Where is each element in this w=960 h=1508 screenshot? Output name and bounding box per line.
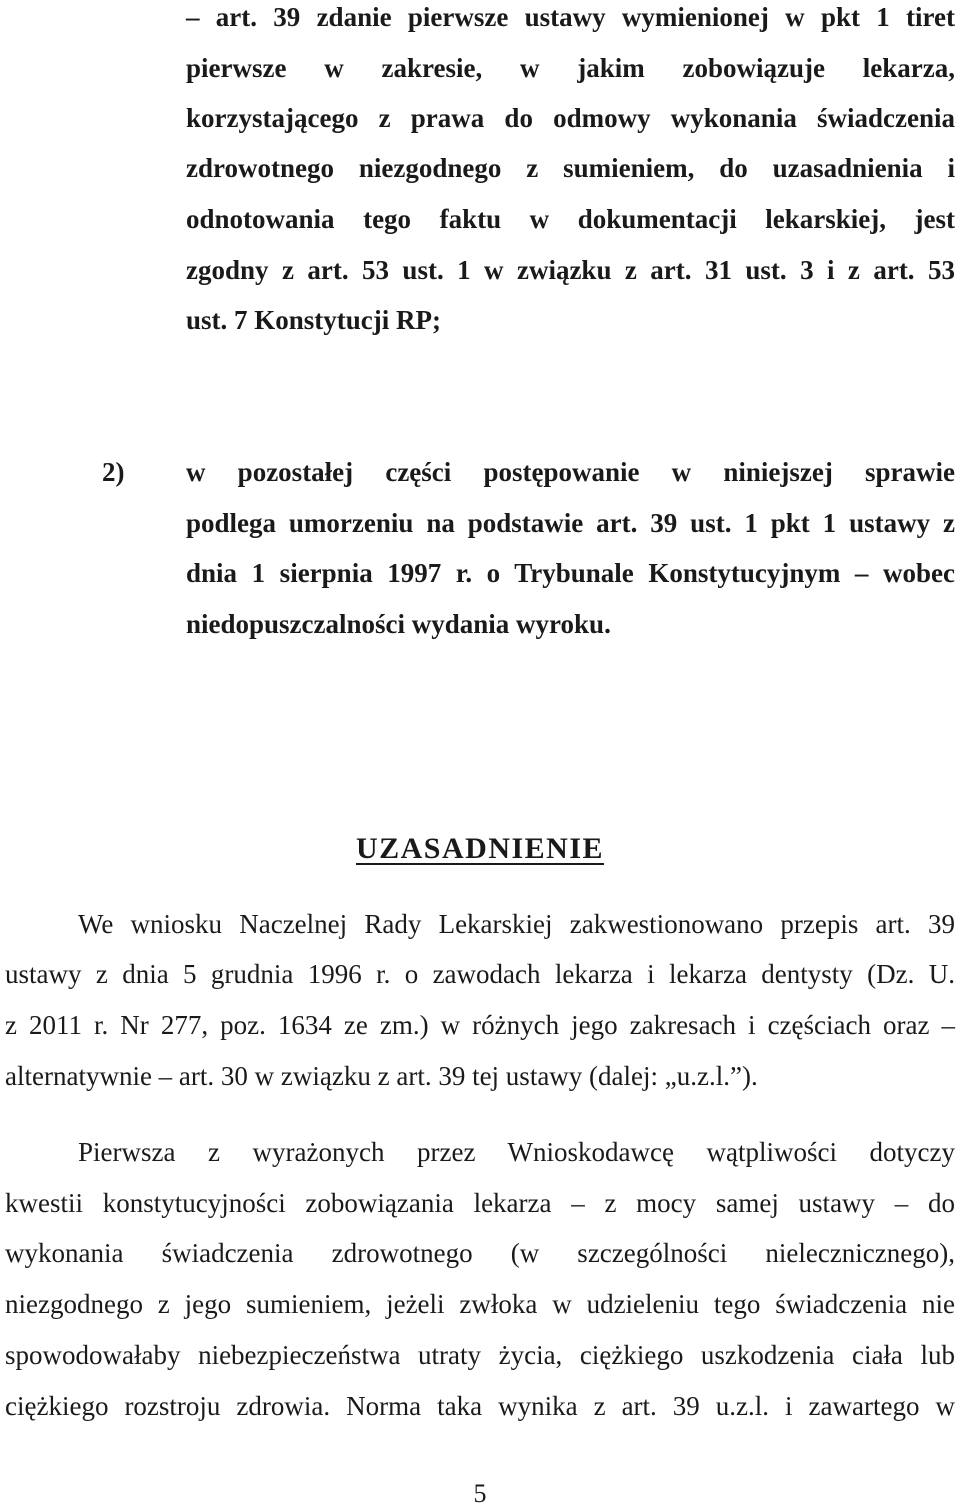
- text-line: w pozostałej części postępowanie w niniejszej sprawie: [186, 457, 955, 487]
- text-line: spowodowałaby niebezpieczeństwa utraty życia, ciężkiego uszkodzenia ciała lub: [5, 1340, 955, 1370]
- text-line: zgodny z art. 53 ust. 1 w związku z art. 31 ust. 3 i z art. 53: [186, 255, 955, 285]
- text-line: – art. 39 zdanie pierwsze ustawy wymienionej w pkt 1 tiret: [186, 2, 955, 32]
- text-line: z 2011 r. Nr 277, poz. 1634 ze zm.) w różnych jego zakresach i częściach oraz –: [5, 1010, 955, 1040]
- text-line: ustawy z dnia 5 grudnia 1996 r. o zawodach lekarza i lekarza dentysty (Dz. U.: [5, 959, 955, 989]
- text-line: korzystającego z prawa do odmowy wykonania świadczenia: [186, 103, 955, 133]
- page-number: 5: [473, 1479, 487, 1508]
- text-line: podlega umorzeniu na podstawie art. 39 ust. 1 pkt 1 ustawy z: [186, 508, 955, 538]
- text-line: Pierwsza z wyrażonych przez Wnioskodawcę wątpliwości dotyczy: [78, 1137, 955, 1167]
- text-line: alternatywnie – art. 30 w związku z art. 39 tej ustawy (dalej: „u.z.l.”).: [5, 1061, 758, 1091]
- text-line: zdrowotnego niezgodnego z sumieniem, do uzasadnienia i: [186, 153, 955, 183]
- section-heading: UZASADNIENIE: [355, 832, 605, 865]
- text-line: wykonania świadczenia zdrowotnego (w szczególności nielecznicznego),: [5, 1238, 955, 1268]
- text-line: kwestii konstytucyjności zobowiązania lekarza – z mocy samej ustawy – do: [5, 1188, 955, 1218]
- list-number: 2): [102, 457, 125, 487]
- text-line: niedopuszczalności wydania wyroku.: [186, 609, 611, 639]
- text-line: dnia 1 sierpnia 1997 r. o Trybunale Konstytucyjnym – wobec: [186, 558, 955, 588]
- text-line: We wniosku Naczelnej Rady Lekarskiej zakwestionowano przepis art. 39: [78, 909, 955, 939]
- text-line: pierwsze w zakresie, w jakim zobowiązuje lekarza,: [186, 53, 955, 83]
- text-line: niezgodnego z jego sumieniem, jeżeli zwłoka w udzieleniu tego świadczenia nie: [5, 1289, 955, 1319]
- text-line: ust. 7 Konstytucji RP;: [186, 305, 441, 335]
- text-line: odnotowania tego faktu w dokumentacji lekarskiej, jest: [186, 204, 955, 234]
- text-line: ciężkiego rozstroju zdrowia. Norma taka wynika z art. 39 u.z.l. i zawartego w: [5, 1391, 955, 1421]
